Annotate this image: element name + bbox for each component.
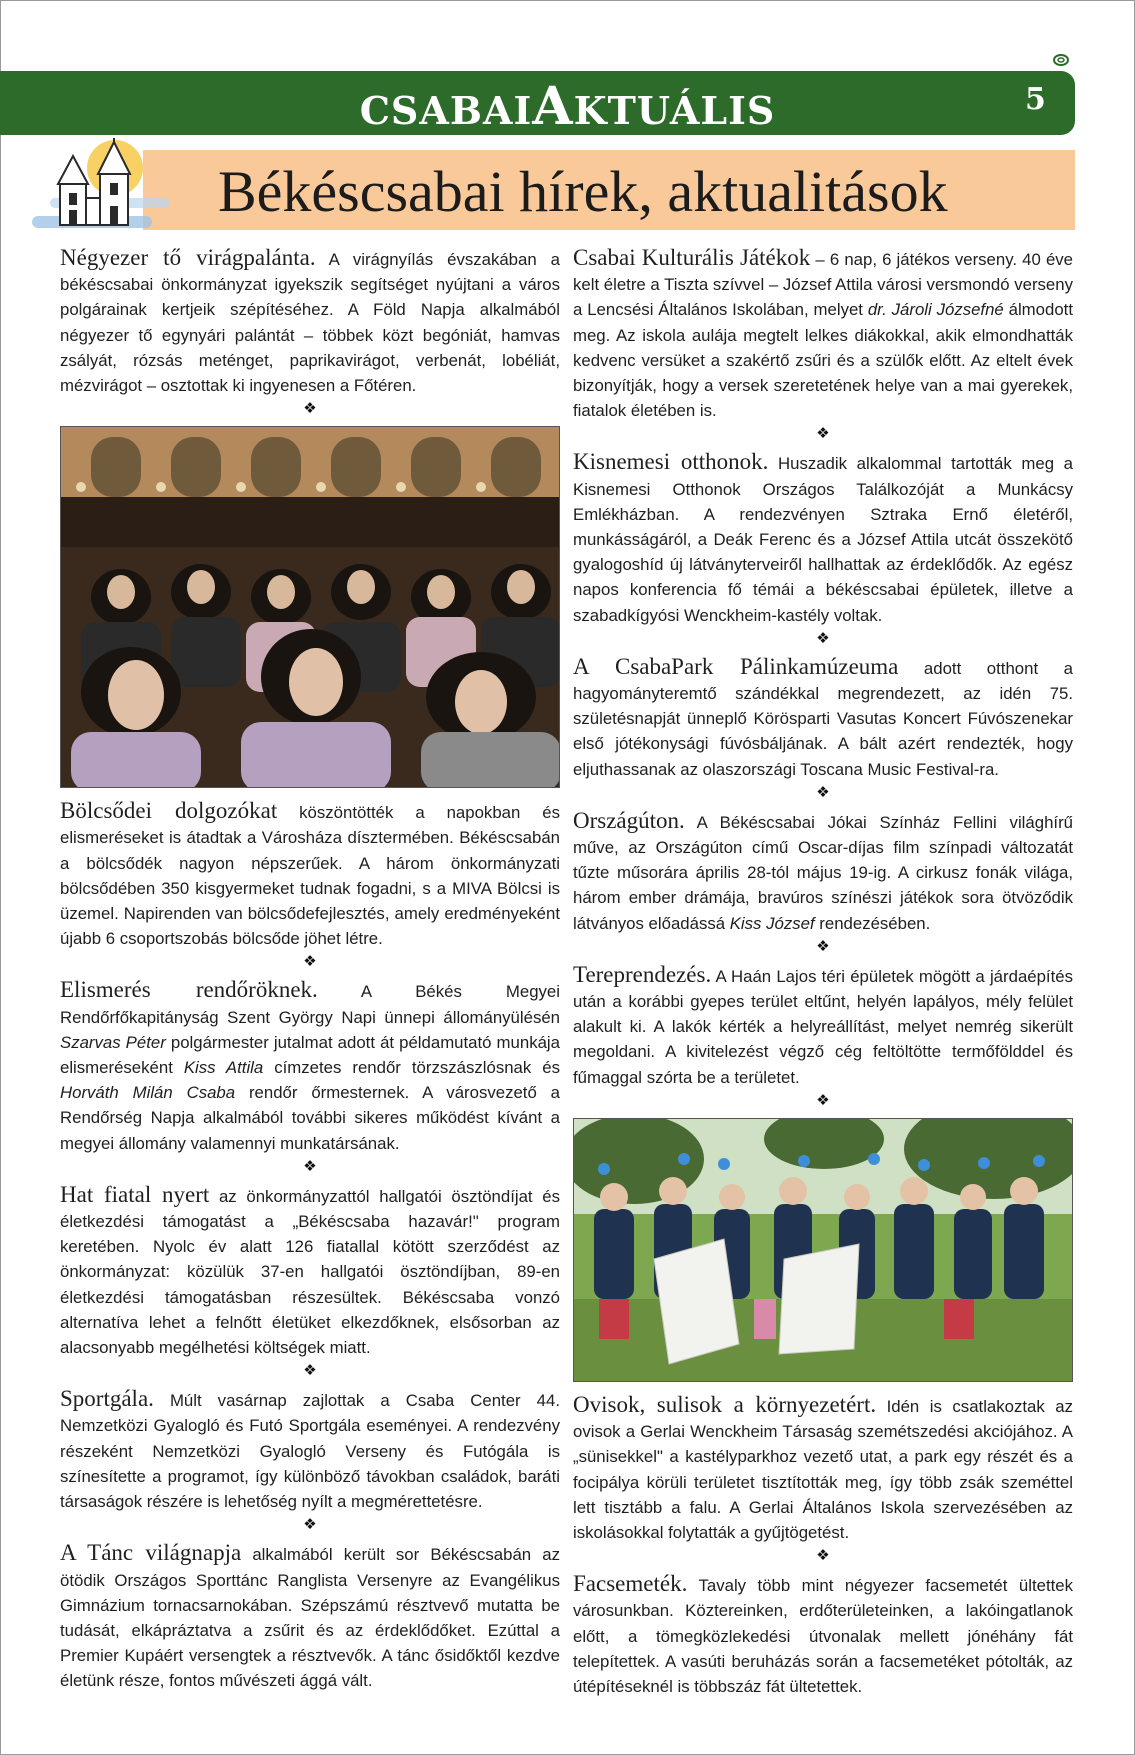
article-palinkamuzeum — [573, 654, 1073, 782]
ornament-icon: ❖ — [816, 628, 830, 647]
article-tanc — [60, 1540, 560, 1693]
ornament-icon: ❖ — [303, 399, 317, 418]
article-rendor: Elismerés rendőröknek. A Békés Megyei Rendőrfőkapitányság Szent György Napi ünnepi állományülésén Szarvas Péter polgármester jutalmat adott át példamutató munkája elismeréseként Kiss Attila címzetes rendőr törzszászlósnak és Horváth Milán Csaba rendőr őrmesternek. A városvezető a Rendőrség Napja alkalmából további sikeres működést kívánt a megyei állomány valamennyi munkatársának. — [60, 977, 560, 1153]
article-virag — [60, 245, 560, 398]
ornament-icon: ❖ — [816, 936, 830, 955]
article-ovisok — [573, 1392, 1073, 1545]
ornament-icon: ❖ — [303, 952, 317, 971]
article-title: Hat fiatal nyert — [60, 1181, 210, 1207]
article-title: Sportgála. — [60, 1386, 154, 1412]
article-body: A virágnyílás évszakában a békéscsabai önkormányzat igyekszik segítséget nyújtani a város polgárainak kertjeik szépítéséhez. A Föld Napja alkalmából négyezer tő egynyári palántát – többek közt begóniát, hamvas zsályát, rózsás meténget, paprikavirágot, verbenát, lobéliát, mézvirágot – osztottak ki ingyenesen a Főtéren. — [60, 250, 560, 396]
ornament-icon: ❖ — [816, 1546, 830, 1565]
ornament-icon: ❖ — [816, 782, 830, 801]
section-title: Békéscsabai hírek, aktualitások — [218, 159, 948, 224]
right-column — [573, 245, 1073, 1699]
article-fiatal — [60, 1182, 560, 1360]
article-body: Múlt vasárnap zajlottak a Csaba Center 44. Nemzetközi Gyalogló és Futó Sportgála eseményei. A rendezvény részeként Nemzetközi Gyalogló Verseny és Futógála is színesítette a programot, így különböző távokban családok, baráti társaságok részére is lehetőség nyílt a megmérettetésre. — [60, 1391, 560, 1512]
article-facsemetek — [573, 1571, 1073, 1699]
ornament-icon: ❖ — [303, 1156, 317, 1175]
article-body: A Haán Lajos téri épületek mögött a járdaépítés után a korábbi gyepes terület eltűnt, helyén lapályos, mély felület alakult ki. A lakók kérték a helyreállítást, melyet nemrég sikerült megoldani. A kivitelezést végző cég feltöltötte termőfölddel és fűmaggal szórta be a területet. — [573, 966, 1073, 1087]
article-orszaguton: Országúton. A Békéscsabai Jókai Színház Fellini világhírű műve, az Országúton című Oscar-díjas film színpadi változatát tűzte műsorára április 28-tól május 19-ig. A cirkusz fonák világa, három ember drámája, bravúros színészi játékok sora ötvöződik látványos előadássá Kiss József rendezésében. — [573, 807, 1073, 933]
article-body: köszöntötték a napokban és elismeréseket is átadtak a Városháza dísztermében. Békéscsabán a bölcsődék nagyon népszerűek. A három önkormányzati bölcsődében 350 kisgyermeket tudnak fogadni, s a MIVA Bölcsi is üzemel. Napirenden van bölcsődefejlesztés, amely eredményeként újabb 6 csoportszobás bölcsőde jöhet létre. — [60, 803, 560, 949]
article-title: Csabai Kulturális Játékok — [573, 245, 811, 270]
article-title: Ovisok, sulisok a környezetért. — [573, 1391, 877, 1417]
ornament-icon: ❖ — [816, 1090, 830, 1109]
article-bolcsode — [60, 798, 560, 951]
article-title: Tereprendezés. — [573, 961, 712, 987]
article-title: A Tánc világnapja — [60, 1540, 242, 1566]
article-title: Elismerés rendőröknek. — [60, 977, 318, 1003]
swirl-icon — [1052, 52, 1070, 68]
article-title: Bölcsődei dolgozókat — [60, 798, 278, 824]
article-title: A CsabaPark Pálinkamúzeuma — [573, 653, 899, 679]
article-title: Facsemeték. — [573, 1571, 688, 1597]
article-kisnemesi — [573, 449, 1073, 627]
article-title: Országúton. — [573, 807, 685, 833]
article-body: Huszadik alkalommal tartották meg a Kisnemesi Otthonok Országos Találkozóját a Munkácsy Emlékházban. A rendezvényen Sztraka Ernő életéről, munkásságáról, a Deák Ferenc és a József Attila utcát összekötő gyalogoshíd új látványterveiről hallhattak az érdeklődők. Az egész napos konferencia fő témái a békéscsabai épületek, illetve a szabadkígyósi Wenckheim-kastély voltak. — [573, 454, 1073, 625]
photo-children-cleanup — [573, 1118, 1073, 1382]
church-logo — [30, 138, 180, 238]
article-body: Tavaly több mint négyezer facsemetét ültettek városunkban. Köztereinken, erdőterületeinken, a lakóingatlanok előtt, a tömegközlekedési útvonalak mellett jónéhány fát telepítettek. A vasúti beruházás során a facsemetéket pótolták, az útépítéseknél is többszáz fát ültetettek. — [573, 1576, 1073, 1696]
article-title: Kisnemesi otthonok. — [573, 449, 769, 475]
photo-ceremony-hall — [60, 426, 560, 788]
article-body: adott otthont a hagyományteremtő szándékkal megrendezett, az idén 75. születésnapját ünneplő Körösparti Vasutas Koncert Fúvószenekar első jótékonysági fúvósbáljának. A bált azért rendezték, hogy eljuthassanak az olaszországi Toscana Music Festival-ra. — [573, 658, 1073, 779]
article-sportgala — [60, 1386, 560, 1514]
article-body: az önkormányzattól hallgatói ösztöndíjat és életkezdési támogatást a „Békéscsaba hazavár!" program keretében. Nyolc év alatt 126 fiatallal kötött szerződést az önkormányzat: közülük 37-en hallgatói ösztöndíjban, 89-en életkezdési támogatásban részesültek. Békéscsaba vonzó alternatíva lehet a felnőtt életüket elkezdőknek, elsősorban az alacsonyabb megélhetési költségek miatt. — [60, 1186, 560, 1358]
left-column — [60, 245, 560, 1694]
article-body: Idén is csatlakoztak az ovisok a Gerlai Wenckheim Társaság szemétszedési akciójához. A „sünisekkel" a kastélyparkhoz vezető utat, a park egy részét és a focipálya körüli területet tisztították meg, így több zsák szeméttel lett tisztább a falu. A Gerlai Általános Iskola szervezésében az iskolásokkal folytatták a gyűjtögetést. — [573, 1396, 1073, 1542]
masthead-title: CSABAIAKTUÁLIS — [359, 76, 776, 137]
article-title: Négyezer tő virágpalánta. — [60, 245, 316, 270]
article-tereprendezes — [573, 962, 1073, 1090]
article-kulturalis: Csabai Kulturális Játékok – 6 nap, 6 játékos verseny. 40 éve kelt életre a Tiszta szívvel – József Attila városi versmondó verseny a Lencsési Általános Iskolában, melyet dr. Jároli Józsefné álmodott meg. Az iskola aulája megtelt lelkes diákokkal, akik elmondhatták kedvenc versüket a szakértő zsűri és a szülők előtt. Az eltelt évek bizonyítják, hogy a versek szeretetének helye van a mai gyerekek, fiatalok életében is. — [573, 245, 1073, 421]
article-body: alkalmából került sor Békéscsabán az ötödik Országos Sporttánc Ranglista Versenyre az Evangélikus Gimnázium tornacsarnokában. Szépszámú résztvevő mutatta be tudását, elkápráztatva a zsűrit és az érdeklődőket. Ezúttal a Premier Kupáért versengtek a résztvevők. A tánc ősidőktől kezdve életünk része, fontos művészeti ággá vált. — [60, 1545, 561, 1691]
page-number: 5 — [1025, 82, 1046, 117]
ornament-icon: ❖ — [816, 424, 830, 443]
ornament-icon: ❖ — [303, 1361, 317, 1380]
ornament-icon: ❖ — [303, 1515, 317, 1534]
